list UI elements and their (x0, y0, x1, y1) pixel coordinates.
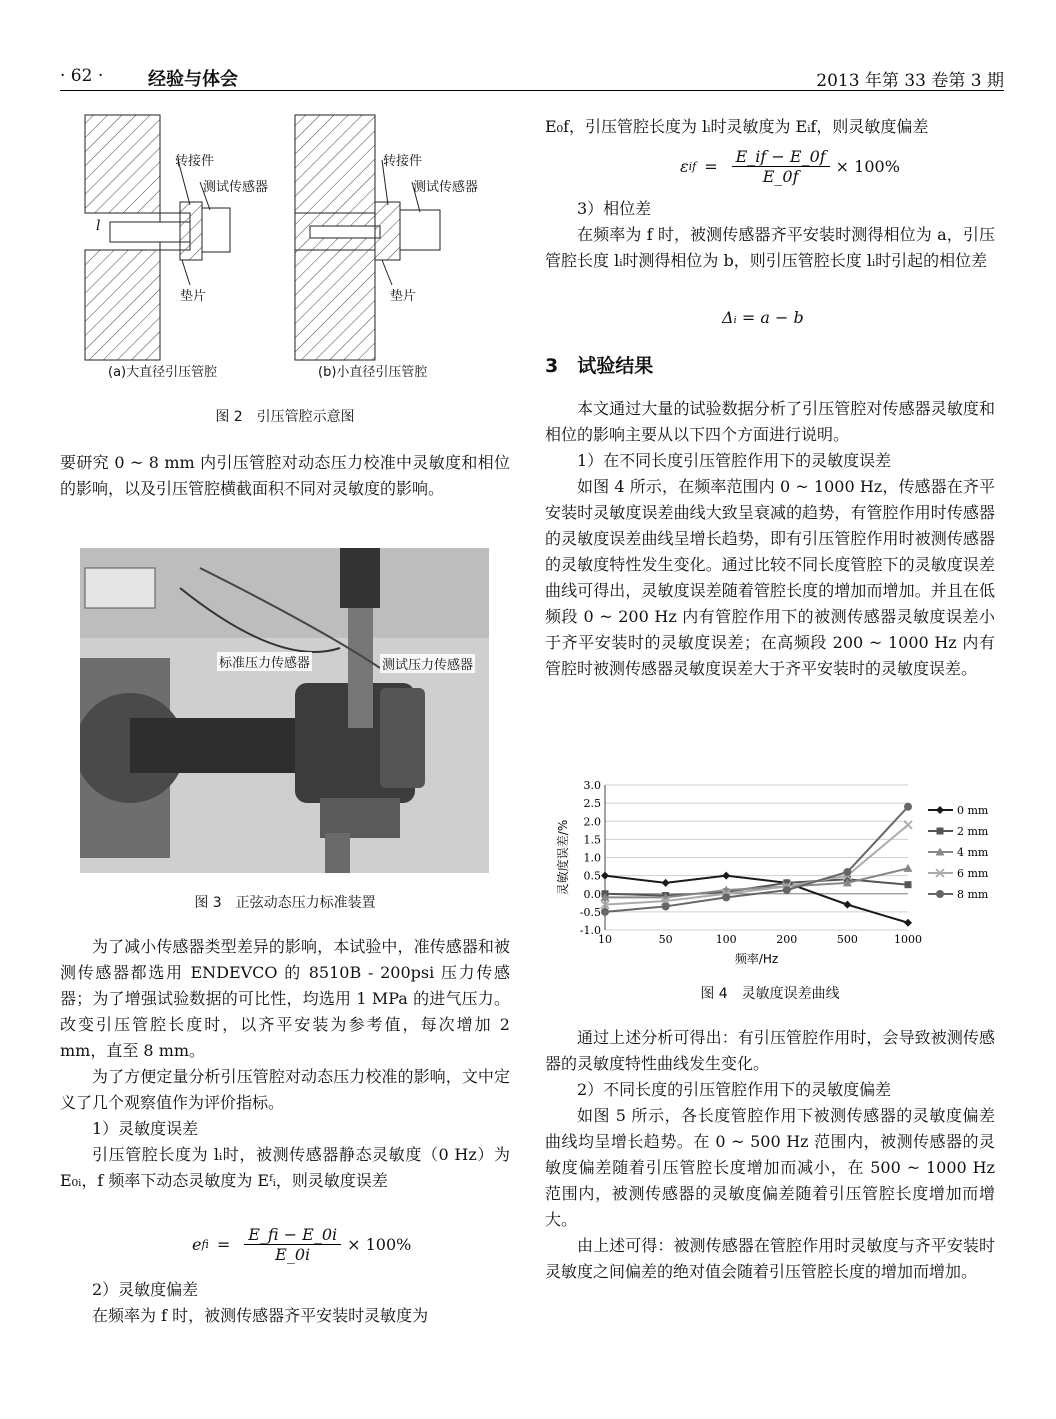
section-3-heading: 3 试验结果 (545, 355, 654, 377)
list-item-r2: 2）不同长度的引压管腔作用下的灵敏度偏差 (577, 1080, 892, 1099)
x-axis-label: 频率/Hz (734, 952, 779, 966)
y-tick-label: 1.5 (583, 833, 601, 847)
data-point (722, 872, 730, 880)
y-tick-label: 0.0 (583, 887, 601, 901)
y-tick-label: -0.5 (579, 905, 601, 919)
paragraph: 通过上述分析可得出：有引压管腔作用时，会导致被测传感器的灵敏度特性曲线发生变化。 (545, 1028, 995, 1073)
formula-3: Δᵢ = a − b (722, 308, 804, 327)
data-point (601, 872, 609, 880)
legend-marker (936, 806, 944, 814)
paragraph: 为了减小传感器类型差异的影响，本试验中，准传感器和被测传感器都选用 ENDEVCO 的 8510B - 200psi 压力传感器；为了增强试验数据的可比性，均选用 1 MPa 的进气压力。改变引压管腔长度时，以齐平安装为参考值，每次增加 2 mm，直至 8 mm。 (60, 937, 510, 1060)
data-point (904, 919, 912, 927)
figure-3-photo (80, 548, 489, 873)
data-point (662, 902, 670, 910)
formula-1-lhs: e (192, 1235, 202, 1254)
formula-1-denominator: E_0i (275, 1245, 311, 1264)
y-tick-label: -1.0 (579, 924, 601, 937)
list-item-3: 3）相位差 (577, 199, 652, 218)
left-column-end (60, 1277, 510, 1329)
issue-info: 2013 年第 33 卷第 3 期 (816, 71, 1004, 91)
series-line-0mm (605, 876, 908, 923)
data-point (843, 868, 851, 876)
fig2-label-adapter-b: 转接件 (383, 154, 423, 169)
paragraph: 引压管腔长度为 lᵢ时，被测传感器静态灵敏度（0 Hz）为 E₀ᵢ，f 频率下动态灵敏度为 Eᶠᵢ，则灵敏度误差 (60, 1145, 510, 1190)
fig3-label-test: 测试压力传感器 (380, 654, 475, 673)
x-tick-label: 100 (715, 933, 737, 946)
formula-1-tail: × 100% (347, 1235, 412, 1254)
data-point (905, 881, 912, 888)
legend-label: 4 mm (957, 846, 989, 859)
figure-2-diagram (70, 110, 510, 390)
paragraph: 本文通过大量的试验数据分析了引压管腔对传感器灵敏度和相位的影响主要从以下四个方面进行说明。 (545, 399, 995, 444)
data-point (904, 803, 912, 811)
data-point (722, 893, 730, 901)
data-point (843, 901, 851, 909)
legend-label: 8 mm (957, 888, 989, 901)
x-tick-label: 1000 (894, 933, 922, 946)
left-paragraph-1 (60, 450, 510, 502)
paragraph: 如图 4 所示，在频率范围内 0 ~ 1000 Hz，传感器在齐平安装时灵敏度误差曲线大致呈衰减的趋势，有管腔作用时传感器的灵敏度误差曲线呈增长趋势，即有引压管腔作用时被测传感器的灵敏度特性发生变化。通过比较不同长度管腔下的灵敏度误差曲线可得出，灵敏度误差随着管腔长度的增加而增加。并且在低频段 0 ~ 200 Hz 内有管腔作用下的被测传感器灵敏度误差小于齐平安装时的灵敏度误差；在高频段 200 ~ 1000 Hz 内有管腔时被测传感器灵敏度误差大于齐平安装时的灵敏度误差。 (545, 477, 995, 678)
legend-marker (937, 828, 944, 835)
paragraph: 为了方便定量分析引压管腔对动态压力校准的影响，文中定义了几个观察值作为评价指标。 (60, 1067, 510, 1112)
formula-2-lhs: ε (680, 157, 689, 176)
page-number: · 62 · (60, 66, 104, 86)
x-tick-label: 50 (658, 933, 673, 946)
paragraph: 如图 5 所示，各长度管腔作用下被测传感器的灵敏度偏差曲线均呈增长趋势。在 0 ~ 500 Hz 范围内，被测传感器的灵敏度偏差随着引压管腔长度增加而减小，在 500 ~ 1000 Hz 范围内，被测传感器的灵敏度偏差随着引压管腔长度增加而增大。 (545, 1106, 995, 1229)
formula-2-tail: × 100% (835, 157, 900, 176)
fig2-label-shim-b: 垫片 (390, 289, 417, 304)
right-column-results (545, 396, 995, 682)
figure-3-caption: 图 3 正弦动态压力标准装置 (194, 895, 376, 911)
figure-4-caption: 图 4 灵敏度误差曲线 (700, 986, 840, 1002)
fig2-sub-a: (a)大直径引压管腔 (108, 365, 218, 380)
right-column-phase (545, 196, 995, 274)
fig2-sub-b: (b)小直径引压管腔 (318, 365, 428, 380)
formula-2-lhs-sub: if (688, 160, 697, 173)
data-point (662, 879, 670, 887)
section-title: 经验与体会 (148, 69, 238, 90)
data-point (601, 908, 609, 916)
fig3-label-standard: 标准压力传感器 (217, 652, 312, 671)
paragraph: E₀f，引压管腔长度为 lᵢ时灵敏度为 Eᵢf，则灵敏度偏差 (545, 117, 929, 136)
fig2-label-adapter-a: 转接件 (175, 154, 215, 169)
formula-2-denominator: E_0f (762, 167, 799, 186)
data-point (904, 821, 912, 829)
paragraph: 在频率为 f 时，被测传感器齐平安装时灵敏度为 (92, 1306, 429, 1325)
x-tick-label: 10 (598, 933, 612, 946)
x-tick-label: 200 (776, 933, 798, 946)
series-line-6mm (605, 825, 908, 905)
formula-1-lhs-sub: fi (201, 1238, 209, 1251)
figure-2-caption: 图 2 引压管腔示意图 (215, 409, 355, 425)
list-item-1: 1）灵敏度误差 (92, 1119, 199, 1138)
formula-2-numerator: E_if − E_0f (732, 147, 830, 167)
left-column-body (60, 934, 510, 1194)
x-tick-label: 500 (836, 933, 858, 946)
y-tick-label: 0.5 (583, 869, 601, 883)
formula-1: e fi = $\frac{E\_fi - E\_0i}{E\_0i}$ × 100% (192, 1225, 412, 1264)
formula-1-numerator: E_fi − E_0i (244, 1225, 341, 1245)
formula-2: ε if = $\frac{E\_if - E\_0f}{E\_0f}$ × 100% (680, 147, 900, 186)
y-tick-label: 1.0 (583, 851, 601, 865)
y-tick-label: 2.0 (583, 815, 601, 829)
legend-label: 0 mm (957, 804, 989, 817)
right-column-top (545, 114, 995, 140)
legend-label: 2 mm (957, 825, 989, 838)
list-item-r1: 1）在不同长度引压管腔作用下的灵敏度误差 (577, 451, 892, 470)
fig2-label-shim-a: 垫片 (180, 289, 207, 304)
legend-marker (936, 890, 944, 898)
data-point (783, 886, 791, 894)
fig2-label-sensor-b: 测试传感器 (413, 180, 479, 195)
paragraph: 要研究 0 ~ 8 mm 内引压管腔对动态压力校准中灵敏度和相位的影响，以及引压管腔横截面积不同对灵敏度的影响。 (60, 453, 510, 498)
right-column-end (545, 1025, 995, 1285)
data-point (904, 864, 913, 872)
list-item-2: 2）灵敏度偏差 (92, 1280, 199, 1299)
figure-4-chart (553, 775, 993, 970)
paragraph: 由上述可得：被测传感器在管腔作用时灵敏度与齐平安装时灵敏度之间偏差的绝对值会随着引压管腔长度的增加而增加。 (545, 1236, 995, 1281)
fig2-label-sensor-a: 测试传感器 (203, 180, 269, 195)
paragraph: 在频率为 f 时，被测传感器齐平安装时测得相位为 a，引压管腔长度 lᵢ时测得相位为 b，则引压管腔长度 lᵢ时引起的相位差 (545, 225, 995, 270)
running-header (60, 62, 1004, 91)
legend-label: 6 mm (957, 867, 989, 880)
y-tick-label: 3.0 (583, 779, 601, 792)
y-axis-label: 灵敏度误差/% (556, 819, 570, 896)
fig2-label-l: l (96, 218, 101, 234)
y-tick-label: 2.5 (583, 797, 601, 811)
